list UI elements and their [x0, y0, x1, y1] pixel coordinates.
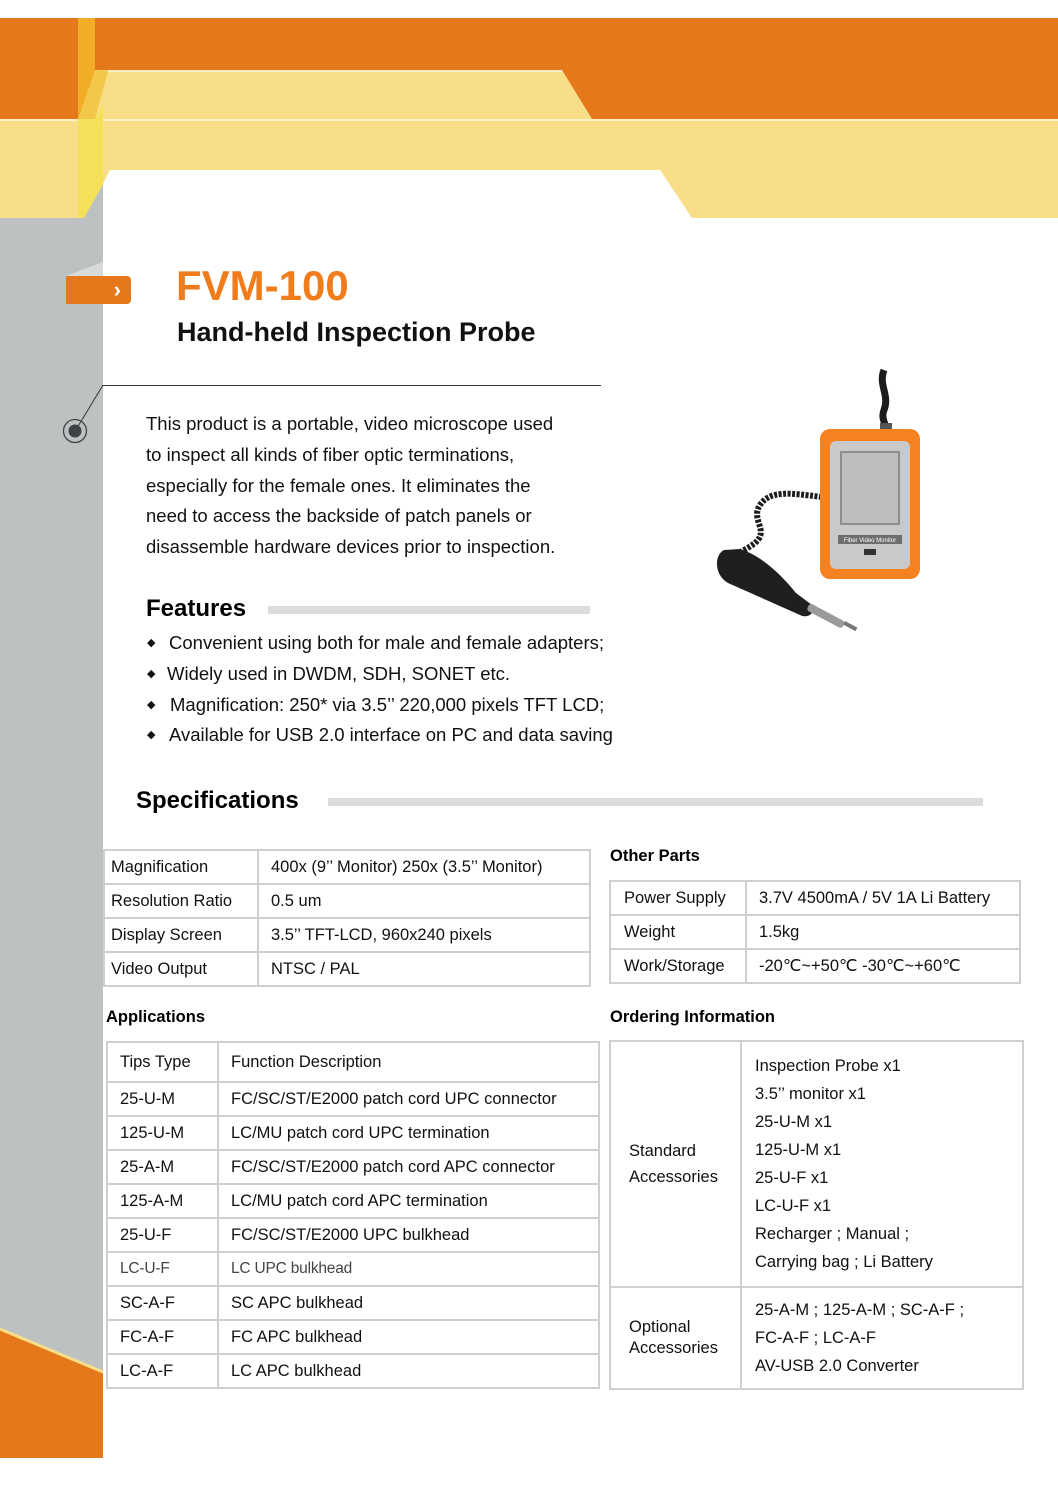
tip-type: 25-A-M	[107, 1150, 218, 1184]
accessory-item: AV-USB 2.0 Converter	[755, 1357, 919, 1375]
tip-description: FC/SC/ST/E2000 patch cord APC connector	[218, 1150, 599, 1184]
table-row	[104, 884, 590, 918]
tip-type: FC-A-F	[107, 1320, 218, 1354]
specifications-heading-bar	[328, 798, 983, 806]
table-row	[107, 1082, 599, 1116]
tip-description: LC UPC bulkhead	[218, 1252, 599, 1286]
table-row	[610, 949, 1020, 983]
intro-line: need to access the backside of patch panels or	[146, 505, 532, 527]
tip-type: 25-U-F	[107, 1218, 218, 1252]
tip-description: FC/SC/ST/E2000 UPC bulkhead	[218, 1218, 599, 1252]
spec-label: Magnification	[104, 850, 258, 884]
accessory-item: Recharger ; Manual ;	[755, 1225, 910, 1243]
standard-accessories-list	[741, 1041, 1023, 1287]
product-title: FVM-100	[176, 262, 349, 309]
applications-heading: Applications	[106, 1008, 206, 1026]
monitor-label: Fiber Video Monitor	[843, 538, 897, 544]
spec-label: Resolution Ratio	[104, 884, 258, 918]
intro-paragraph	[146, 409, 626, 563]
accessory-item: 25-U-M x1	[755, 1113, 833, 1131]
tip-type: LC-U-F	[107, 1252, 218, 1286]
applications-table	[106, 1041, 600, 1389]
optional-accessories-label: Optional Accessories	[610, 1287, 741, 1389]
spec-value: 400x (9’’ Monitor) 250x (3.5’’ Monitor)	[258, 850, 590, 884]
tip-type: 125-A-M	[107, 1184, 218, 1218]
table-row	[107, 1354, 599, 1388]
tip-description: SC APC bulkhead	[218, 1286, 599, 1320]
table-row	[610, 915, 1020, 949]
tip-type: 125-U-M	[107, 1116, 218, 1150]
feature-item: ◆ Convenient using both for male and female adapters;	[146, 628, 666, 659]
accessory-item: 125-U-M x1	[755, 1141, 842, 1159]
header-divider	[103, 385, 601, 386]
intro-line: especially for the female ones. It eliminates the	[146, 474, 531, 496]
optional-accessories-list	[741, 1287, 1023, 1389]
product-subtitle: Hand-held Inspection Probe	[177, 317, 536, 347]
intro-line: This product is a portable, video microscope used	[146, 413, 554, 434]
feature-item: ◆ Widely used in DWDM, SDH, SONET etc.	[146, 659, 666, 690]
part-label: Weight	[610, 915, 746, 949]
part-value: 1.5kg	[746, 915, 1020, 949]
table-header-row	[107, 1042, 599, 1082]
tip-type: SC-A-F	[107, 1286, 218, 1320]
part-label: Work/Storage	[610, 949, 746, 983]
intro-line: to inspect all kinds of fiber optic terminations,	[146, 443, 515, 465]
tip-description: LC APC bulkhead	[218, 1354, 599, 1388]
specifications-table	[103, 849, 591, 987]
spec-value: 3.5’’ TFT-LCD, 960x240 pixels	[258, 918, 590, 952]
top-yellow-trapezoid	[78, 70, 592, 119]
spec-value: NTSC / PAL	[258, 952, 590, 986]
accessory-item: Inspection Probe x1	[755, 1057, 901, 1075]
accessory-item: LC-U-F x1	[755, 1197, 832, 1215]
tip-description: FC APC bulkhead	[218, 1320, 599, 1354]
ordering-table	[609, 1040, 1024, 1390]
table-row	[107, 1116, 599, 1150]
feature-item: ◆ Magnification: 250* via 3.5’’ 220,000 pixels TFT LCD;	[146, 690, 666, 721]
features-heading: Features	[146, 595, 247, 622]
diamond-bullet-icon: ◆	[147, 637, 156, 649]
spec-label: Display Screen	[104, 918, 258, 952]
accessory-item: FC-A-F ; LC-A-F	[755, 1329, 876, 1347]
accessory-item: 25-U-F x1	[755, 1169, 829, 1187]
features-list	[146, 628, 666, 751]
target-circle-icon	[0, 0, 120, 460]
table-row	[107, 1286, 599, 1320]
chevron-right-icon: ›	[113, 277, 121, 302]
diamond-bullet-icon: ◆	[147, 667, 156, 680]
part-value: -20℃~+50℃ -30℃~+60℃	[746, 949, 1020, 983]
other-parts-heading: Other Parts	[610, 847, 700, 865]
accessory-item: Carrying bag ; Li Battery	[755, 1253, 933, 1271]
table-row	[107, 1150, 599, 1184]
column-header: Tips Type	[107, 1042, 218, 1082]
part-value: 3.7V 4500mA / 5V 1A Li Battery	[746, 881, 1020, 915]
tip-description: FC/SC/ST/E2000 patch cord UPC connector	[218, 1082, 599, 1116]
specifications-heading: Specifications	[136, 787, 299, 814]
table-row	[104, 918, 590, 952]
part-label: Power Supply	[610, 881, 746, 915]
spec-label: Video Output	[104, 952, 258, 986]
diamond-bullet-icon: ◆	[147, 729, 156, 742]
column-header: Function Description	[218, 1042, 599, 1082]
ordering-heading: Ordering Information	[610, 1008, 775, 1026]
table-row	[107, 1218, 599, 1252]
tip-description: LC/MU patch cord UPC termination	[218, 1116, 599, 1150]
table-row	[104, 952, 590, 986]
table-row	[107, 1320, 599, 1354]
tip-type: 25-U-M	[107, 1082, 218, 1116]
table-row	[610, 881, 1020, 915]
table-row	[610, 1041, 1023, 1287]
intro-line: disassemble hardware devices prior to inspection.	[146, 536, 556, 558]
diamond-bullet-icon: ◆	[147, 698, 156, 711]
accessory-item: 3.5’’ monitor x1	[755, 1085, 866, 1103]
table-row	[104, 850, 590, 884]
accessory-item: 25-A-M ; 125-A-M ; SC-A-F ;	[755, 1301, 965, 1319]
table-row	[107, 1184, 599, 1218]
product-image	[700, 365, 940, 650]
table-row	[610, 1287, 1023, 1389]
probe-handle	[717, 549, 813, 616]
tip-description: LC/MU patch cord APC termination	[218, 1184, 599, 1218]
feature-item: ◆ Available for USB 2.0 interface on PC and data saving	[146, 720, 666, 751]
other-parts-table	[609, 880, 1021, 984]
standard-accessories-label: Standard Accessories	[610, 1041, 741, 1287]
table-row	[107, 1252, 599, 1286]
spec-value: 0.5 um	[258, 884, 590, 918]
features-heading-bar	[268, 606, 590, 614]
tip-type: LC-A-F	[107, 1354, 218, 1388]
